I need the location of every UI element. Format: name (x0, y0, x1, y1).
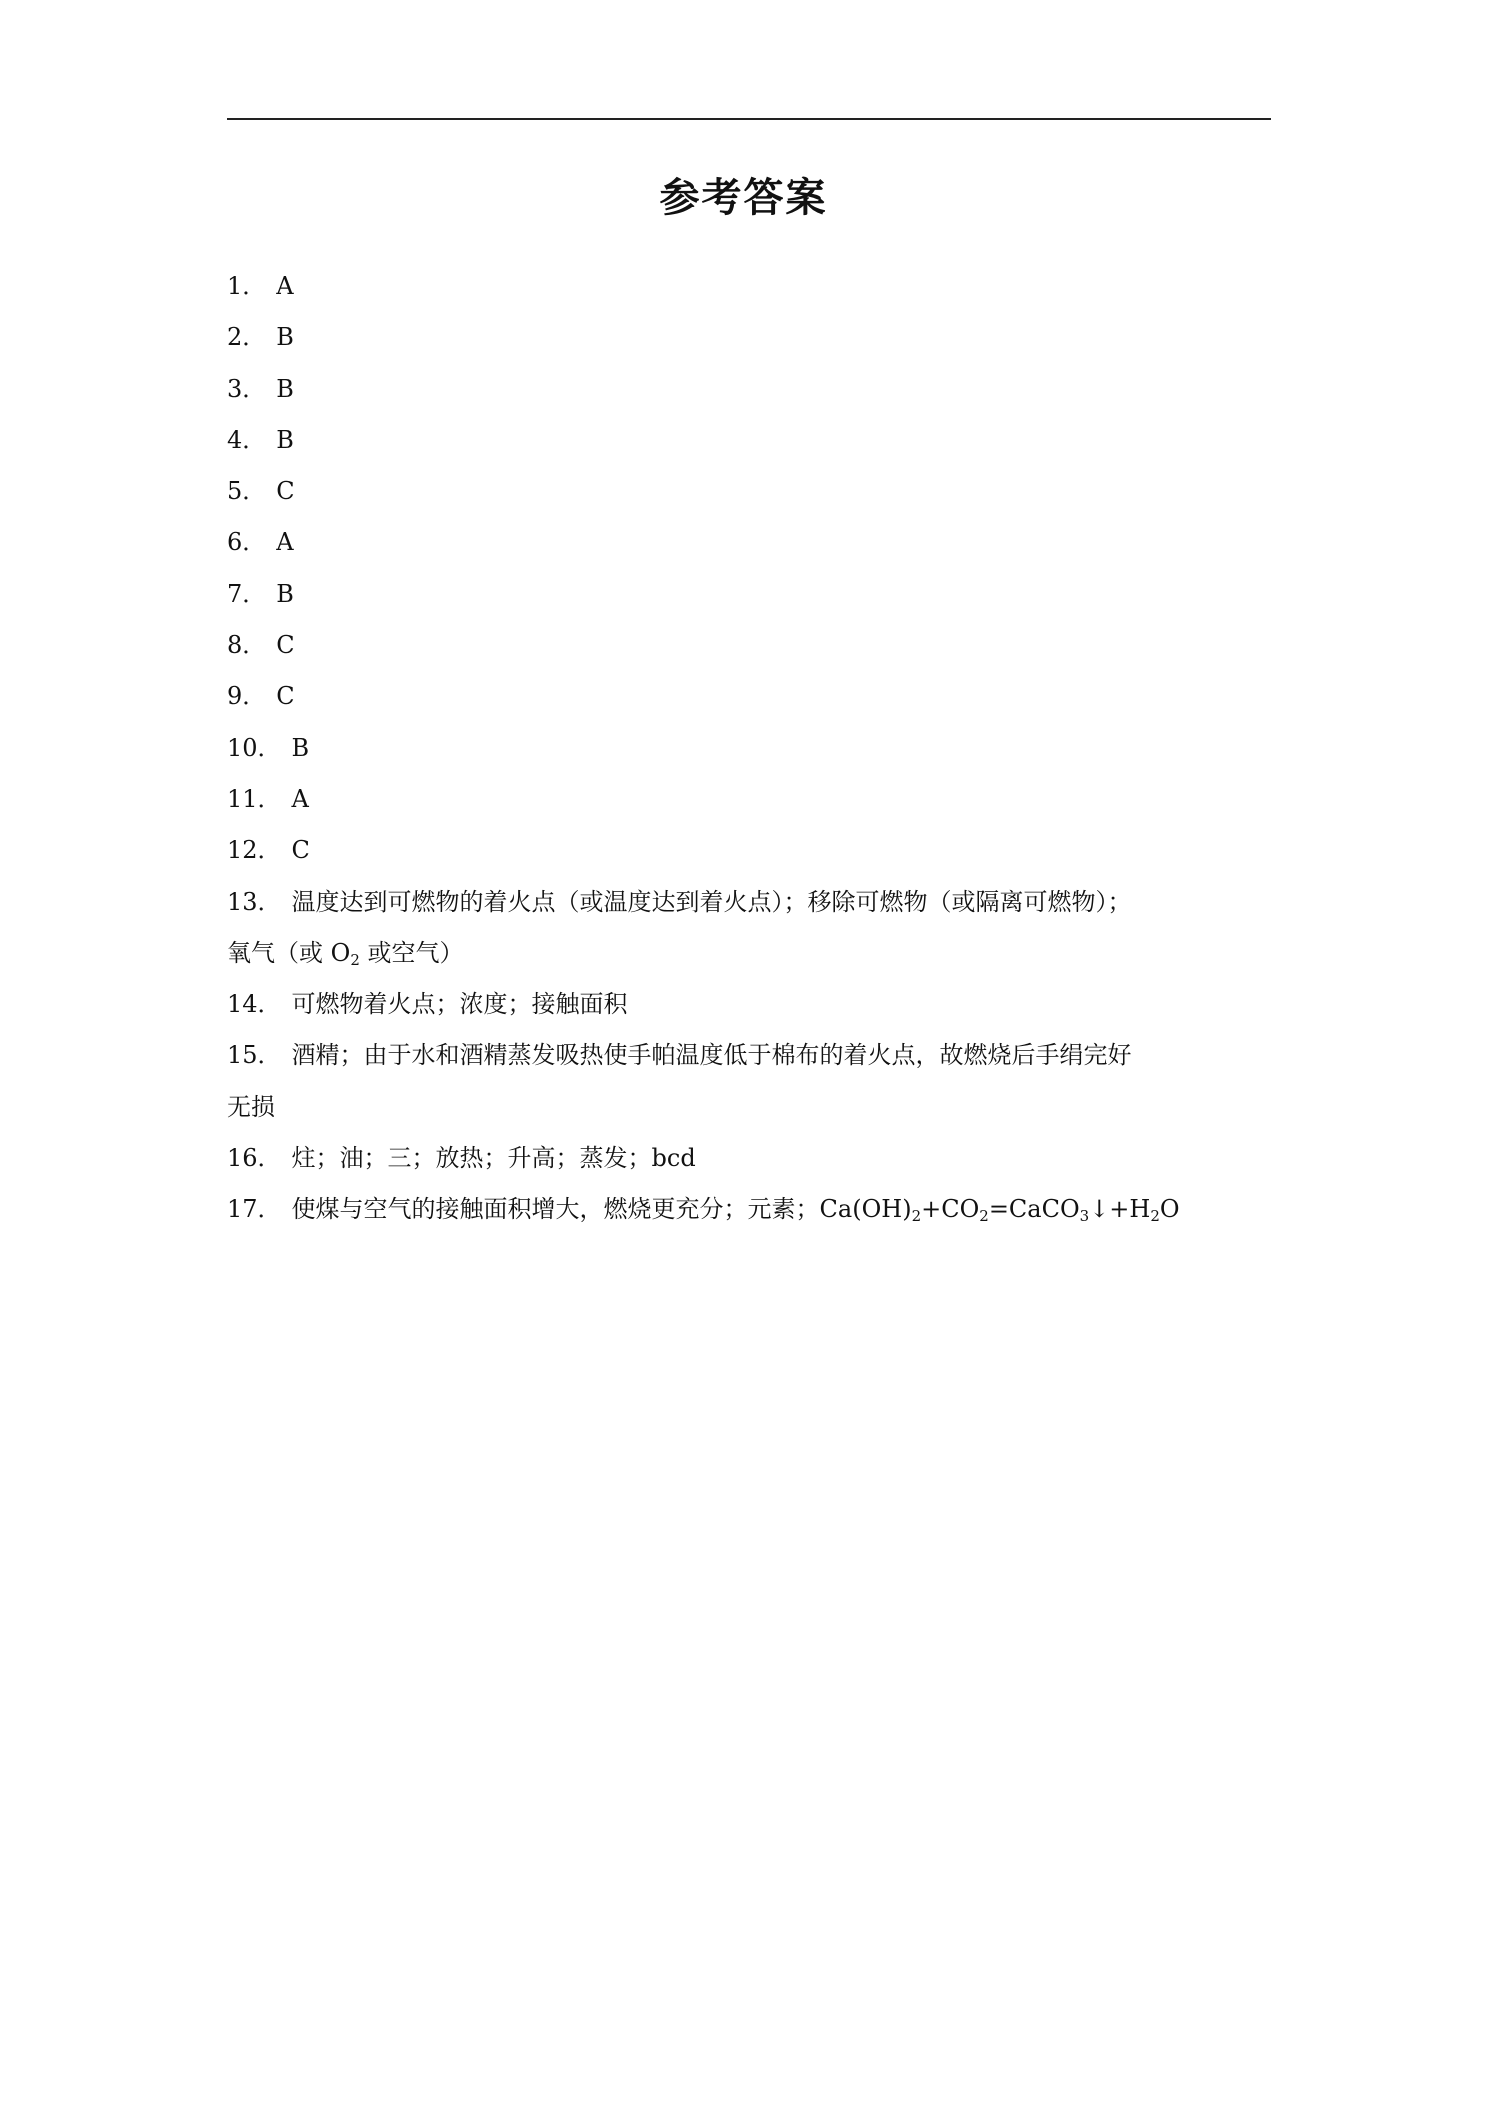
answer-number: 12． (227, 836, 282, 865)
answer-13-continued (227, 928, 1271, 979)
answer-list (227, 261, 1271, 1236)
subscript: 3 (1079, 1207, 1090, 1226)
answer-text: B (276, 425, 294, 454)
answer-text: C (291, 836, 310, 865)
subscript: 2 (911, 1207, 922, 1226)
answer-number: 2． (227, 323, 267, 352)
answer-number: 1． (227, 272, 267, 300)
answer-number: 3． (227, 374, 267, 403)
formula-part: +CO (921, 1195, 980, 1224)
answer-number: 6． (227, 528, 267, 557)
answer-text: 氧气（或 O (227, 938, 351, 967)
answer-2 (227, 312, 1271, 363)
answer-text: B (276, 323, 294, 352)
answer-text: 或空气） (359, 938, 464, 967)
answer-15-continued (227, 1082, 1271, 1133)
answer-14 (227, 979, 1271, 1030)
answer-text: 酒精；由于水和酒精蒸发吸热使手帕温度低于棉布的着火点，故燃烧后手绢完好 (291, 1041, 1132, 1070)
answer-text: C (276, 477, 295, 506)
answer-text: 炷；油；三；放热；升高；蒸发；bcd (291, 1144, 696, 1173)
answer-number: 13． (227, 887, 282, 916)
answer-text: B (291, 733, 310, 762)
answer-text: C (276, 682, 295, 711)
answer-text: A (291, 784, 309, 813)
chemical-equation (819, 1195, 1180, 1226)
answer-3 (227, 364, 1271, 415)
answer-16 (227, 1133, 1271, 1184)
answer-17 (227, 1184, 1271, 1235)
answer-text: 温度达到可燃物的着火点（或温度达到着火点）；移除可燃物（或隔离可燃物）； (291, 887, 1132, 916)
answer-number: 10． (227, 733, 282, 762)
answer-9 (227, 671, 1271, 722)
subscript: 2 (1150, 1207, 1160, 1226)
answer-number: 16． (227, 1144, 282, 1173)
answer-number: 5． (227, 477, 267, 506)
formula-part: =CaCO (988, 1195, 1080, 1224)
formula-part: ↓+H (1089, 1195, 1151, 1224)
header-rule (227, 118, 1271, 120)
answer-number: 8． (227, 631, 267, 660)
answer-text: 无损 (227, 1092, 275, 1121)
answer-number: 9． (227, 682, 267, 711)
answer-11 (227, 774, 1271, 825)
answer-8 (227, 620, 1271, 671)
answer-10 (227, 723, 1271, 774)
answer-15 (227, 1030, 1271, 1081)
answer-number: 7． (227, 579, 267, 608)
answer-5 (227, 466, 1271, 517)
answer-text: 可燃物着火点；浓度；接触面积 (291, 990, 628, 1019)
answer-number: 15． (227, 1041, 282, 1070)
subscript: 2 (979, 1207, 989, 1226)
answer-number: 14． (227, 990, 282, 1019)
answer-6 (227, 517, 1271, 568)
answer-number: 11． (227, 784, 282, 813)
answer-13 (227, 877, 1271, 928)
answer-text: B (276, 374, 294, 403)
subscript: 2 (350, 950, 360, 969)
answer-text: C (276, 631, 295, 660)
answer-text: A (276, 272, 294, 300)
answer-text: 使煤与空气的接触面积增大，燃烧更充分；元素； (291, 1195, 820, 1224)
answer-4 (227, 415, 1271, 466)
answer-1 (227, 261, 1271, 312)
answer-7 (227, 569, 1271, 620)
answer-number: 17． (227, 1195, 282, 1224)
answer-number: 4． (227, 425, 267, 454)
page-title: 参考答案 (659, 174, 828, 221)
answer-12 (227, 825, 1271, 876)
answer-text: A (276, 528, 294, 557)
formula-part: Ca(OH) (819, 1195, 912, 1224)
formula-part: O (1159, 1195, 1180, 1224)
answer-text: B (276, 579, 294, 608)
